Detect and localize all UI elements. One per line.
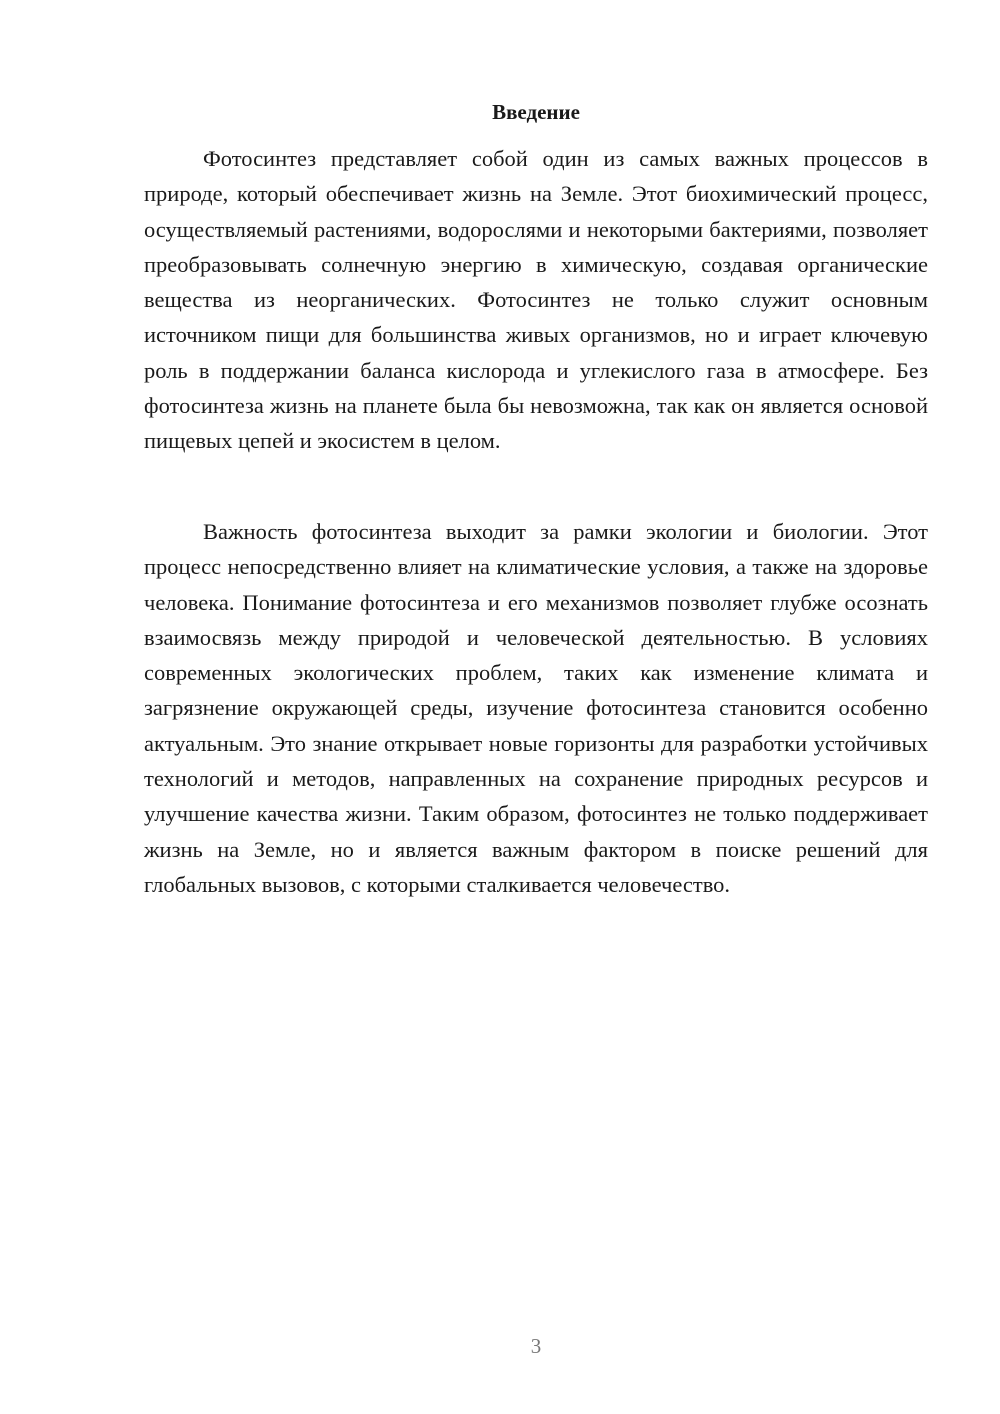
section-title: Введение	[492, 100, 580, 124]
page-number: 3	[530, 1334, 542, 1358]
paragraph-intro: Фотосинтез представляет собой один из самых важных процессов в природе, который обеспечивает жизнь на Земле. Этот биохимический процесс, осуществляемый растениями, водорослями и некоторыми бактериями, позволяет преобразовывать солнечную энергию в химическую, создавая органические вещества из неорганических. Фотосинтез не только служит основным источником пищи для большинства живых организмов, но и играет ключевую роль в поддержании баланса кислорода и углекислого газа в атмосфере. Без фотосинтеза жизнь на планете была бы невозможна, так как он является основой пищевых цепей и экосистем в целом.	[144, 146, 928, 454]
paragraph-importance: Важность фотосинтеза выходит за рамки экологии и биологии. Этот процесс непосредственно влияет на климатические условия, а также на здоровье человека. Понимание фотосинтеза и его механизмов позволяет глубже осознать взаимосвязь между природой и человеческой деятельностью. В условиях современных экологических проблем, таких как изменение климата и загрязнение окружающей среды, изучение фотосинтеза становится особенно актуальным. Это знание открывает новые горизонты для разработки устойчивых технологий и методов, направленных на сохранение природных ресурсов и улучшение качества жизни. Таким образом, фотосинтез не только поддерживает жизнь на Земле, но и является важным фактором в поиске решений для глобальных вызовов, с которыми сталкивается человечество.	[144, 519, 928, 897]
